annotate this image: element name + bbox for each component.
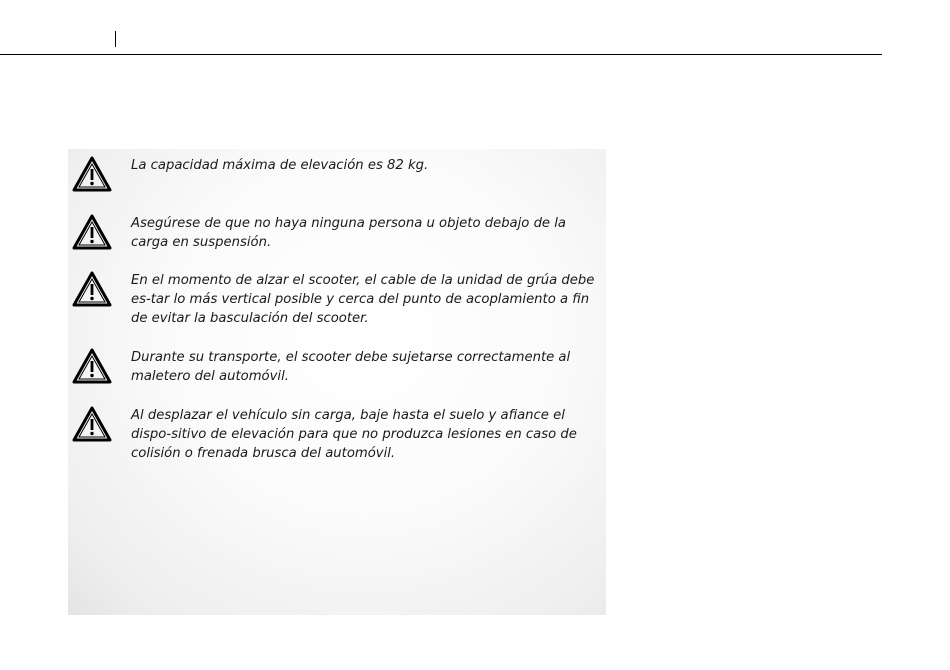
header-rule bbox=[0, 54, 882, 55]
warning-text: La capacidad máxima de elevación es 82 kg. bbox=[131, 158, 429, 173]
warning-triangle-icon bbox=[72, 406, 112, 442]
warning-triangle-icon bbox=[72, 348, 112, 384]
warning-text: En el momento de alzar el scooter, el cable de la unidad de grúa debe es-tar lo más vertical posible y cerca del punto de acoplamiento a fin de evitar la basculación del scooter. bbox=[131, 273, 595, 326]
warning-text: Durante su transporte, el scooter debe sujetarse correctamente al maletero del automóvil. bbox=[131, 350, 571, 384]
warnings-panel bbox=[68, 149, 606, 615]
header-tick-mark bbox=[115, 31, 116, 47]
warning-triangle-icon bbox=[72, 214, 112, 250]
warning-triangle-icon bbox=[72, 156, 112, 192]
warning-triangle-icon bbox=[72, 271, 112, 307]
warning-text: Asegúrese de que no haya ninguna persona u objeto debajo de la carga en suspensión. bbox=[131, 216, 566, 250]
warning-text: Al desplazar el vehículo sin carga, baje hasta el suelo y afiance el dispo-sitivo de elevación para que no produzca lesiones en caso de colisión o frenada brusca del automóvil. bbox=[131, 408, 577, 461]
